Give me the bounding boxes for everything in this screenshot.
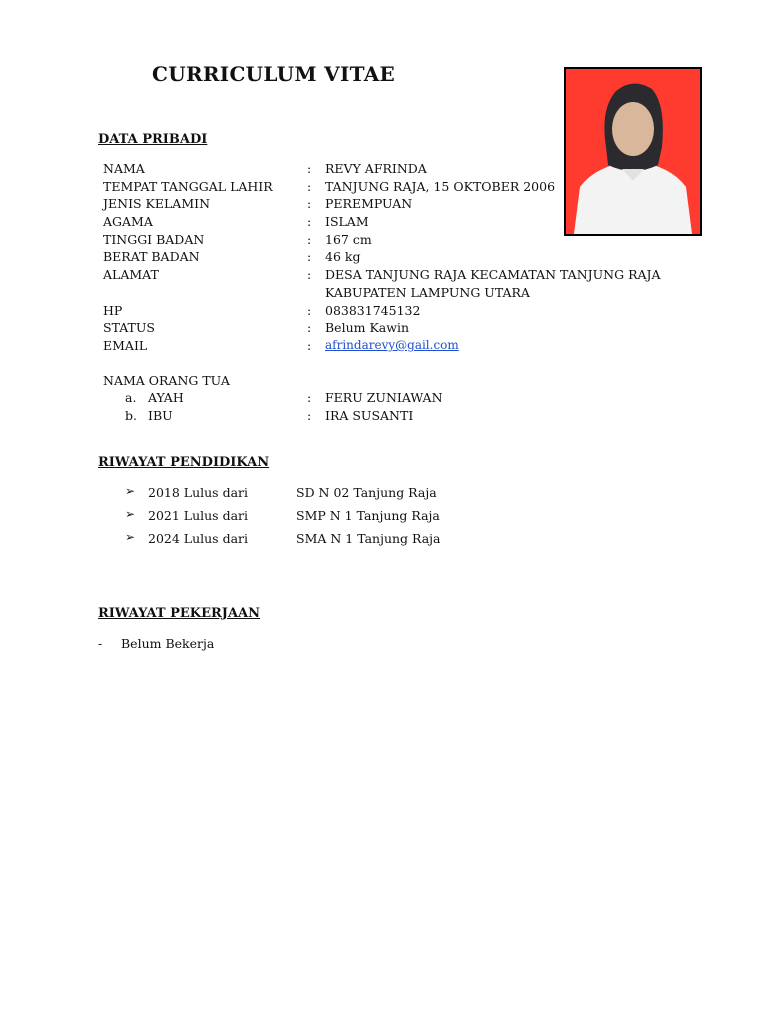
field-value: 46 kg — [325, 249, 361, 264]
page-title: CURRICULUM VITAE — [152, 62, 396, 86]
field-colon: : — [307, 390, 312, 405]
arrowhead-bullet-icon: ➢ — [125, 507, 136, 521]
field-colon: : — [307, 214, 312, 229]
education-year: 2018 Lulus dari — [148, 485, 248, 500]
email-link[interactable]: afrindarevy@gail.com — [325, 338, 459, 352]
profile-photo — [564, 67, 702, 236]
field-value-line2: KABUPATEN LAMPUNG UTARA — [325, 285, 530, 300]
field-value: TANJUNG RAJA, 15 OKTOBER 2006 — [325, 179, 556, 194]
field-label: BERAT BADAN — [103, 249, 200, 264]
field-value: PEREMPUAN — [325, 196, 413, 211]
field-value: 167 cm — [325, 232, 372, 247]
field-label: EMAIL — [103, 338, 148, 353]
field-value: REVY AFRINDA — [325, 161, 427, 176]
parents-heading: NAMA ORANG TUA — [103, 373, 230, 388]
field-colon: : — [307, 232, 312, 247]
education-year: 2021 Lulus dari — [148, 508, 248, 523]
field-value: DESA TANJUNG RAJA KECAMATAN TANJUNG RAJA — [325, 267, 661, 282]
education-year: 2024 Lulus dari — [148, 531, 248, 546]
field-colon: : — [307, 408, 312, 423]
field-colon: : — [307, 267, 312, 282]
field-value: ISLAM — [325, 214, 369, 229]
section-heading-pendidikan: RIWAYAT PENDIDIKAN — [98, 455, 270, 470]
field-value: 083831745132 — [325, 303, 421, 318]
education-school: SD N 02 Tanjung Raja — [296, 485, 437, 500]
field-label: JENIS KELAMIN — [103, 196, 211, 211]
field-label: NAMA — [103, 161, 145, 176]
arrowhead-bullet-icon: ➢ — [125, 484, 136, 498]
field-value: Belum Kawin — [325, 320, 409, 335]
section-heading-data-pribadi: DATA PRIBADI — [98, 132, 208, 147]
section-heading-pekerjaan: RIWAYAT PEKERJAAN — [98, 606, 261, 621]
portrait-placeholder-icon — [566, 69, 700, 234]
field-colon: : — [307, 179, 312, 194]
field-label: AYAH — [148, 390, 184, 405]
arrowhead-bullet-icon: ➢ — [125, 530, 136, 544]
education-school: SMA N 1 Tanjung Raja — [296, 531, 441, 546]
field-label: TINGGI BADAN — [103, 232, 205, 247]
list-marker: a. — [125, 390, 137, 405]
list-marker: - — [98, 636, 103, 651]
field-colon: : — [307, 161, 312, 176]
field-colon: : — [307, 320, 312, 335]
work-item-text: Belum Bekerja — [121, 636, 215, 651]
field-label: ALAMAT — [103, 267, 159, 282]
field-label: AGAMA — [103, 214, 153, 229]
education-school: SMP N 1 Tanjung Raja — [296, 508, 440, 523]
field-value: FERU ZUNIAWAN — [325, 390, 443, 405]
field-label: TEMPAT TANGGAL LAHIR — [103, 179, 273, 194]
field-label: IBU — [148, 408, 173, 423]
field-colon: : — [307, 249, 312, 264]
field-value: IRA SUSANTI — [325, 408, 414, 423]
field-label: STATUS — [103, 320, 155, 335]
field-label: HP — [103, 303, 123, 318]
field-colon: : — [307, 303, 312, 318]
field-colon: : — [307, 196, 312, 211]
field-colon: : — [307, 338, 312, 353]
list-marker: b. — [125, 408, 137, 423]
